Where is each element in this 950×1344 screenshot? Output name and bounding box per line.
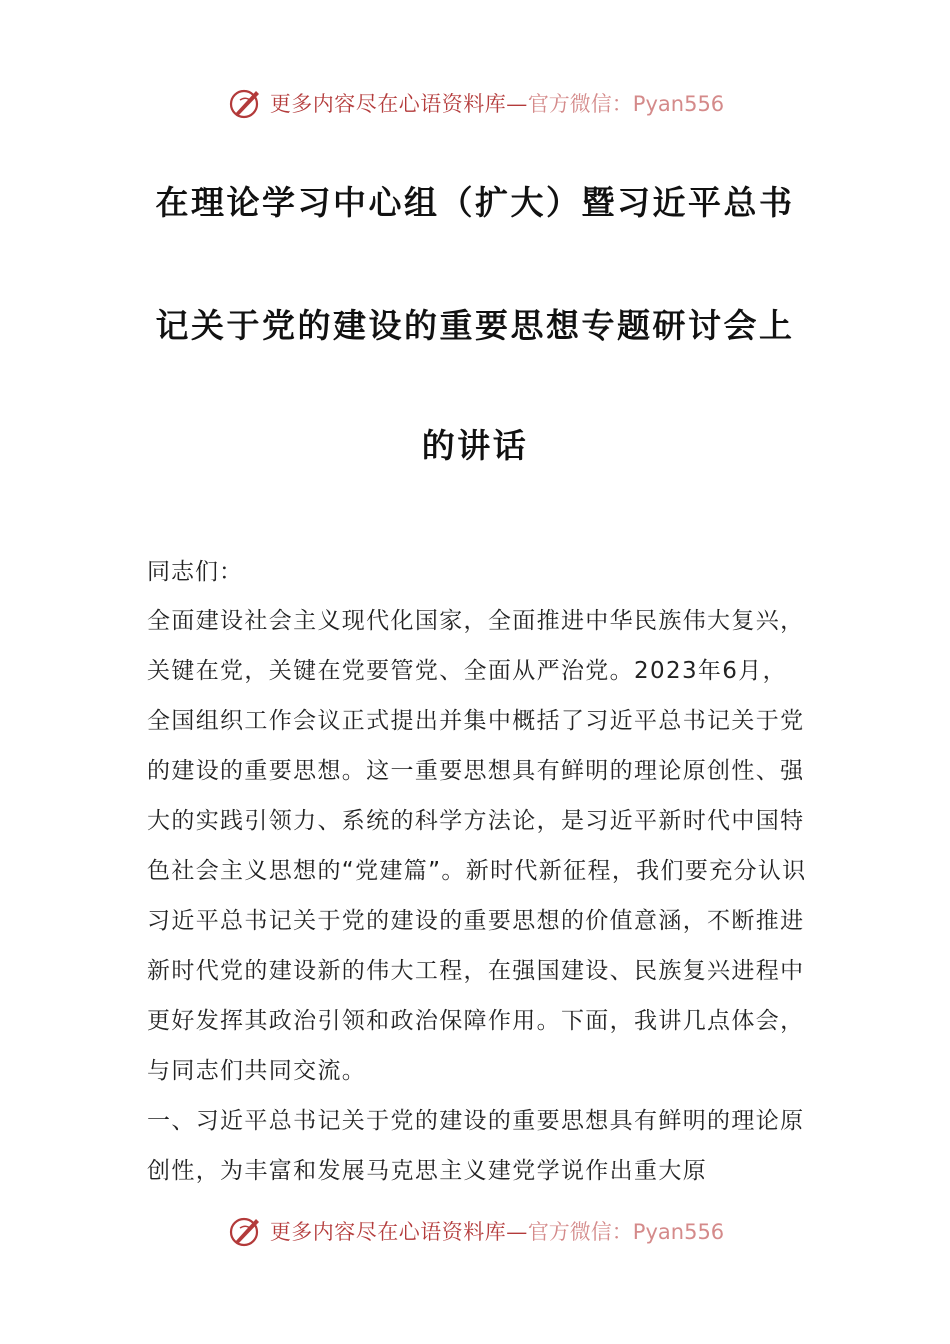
paragraph-intro: 全面建设社会主义现代化国家，全面推进中华民族伟大复兴，关键在党，关键在党要管党、全面从严治党。2023年6月，全国组织工作会议正式提出并集中概括了习近平总书记关于党的建设的重要思想。这一重要思想具有鲜明的理论原创性、强大的实践引领力、系统的科学方法论，是习近平新时代中国特色社会主义思想的“党建篇”。新时代新征程，我们要充分认识习近平总书记关于党的建设的重要思想的价值意涵，不断推进新时代党的建设新的伟大工程，在强国建设、民族复兴进程中更好发挥其政治引领和政治保障作用。下面，我讲几点体会，与同志们共同交流。 [147,608,807,1084]
body-text [147,596,807,1196]
document-title-line-3: 的讲话 [421,426,529,465]
footer-watermark-banner [0,1206,950,1256]
document-title-line-2: 记关于党的建设的重要思想专题研讨会上 [155,306,795,345]
quill-logo-icon [226,1211,266,1251]
quill-logo-icon [226,83,266,123]
promo-text: 更多内容尽在心语资料库— [269,1220,528,1244]
paragraph-section-one: 一、习近平总书记关于党的建设的重要思想具有鲜明的理论原创性，为丰富和发展马克思主义建党学说作出重大原 [147,1108,805,1184]
header-watermark-banner [0,78,950,128]
greeting: 同志们： [147,559,243,585]
wechat-contact: 官方微信：Pyan556 [527,1220,725,1244]
document-title-line-1: 在理论学习中心组（扩大）暨习近平总书 [155,183,795,222]
promo-text: 更多内容尽在心语资料库— [269,92,528,116]
wechat-contact: 官方微信：Pyan556 [527,92,725,116]
